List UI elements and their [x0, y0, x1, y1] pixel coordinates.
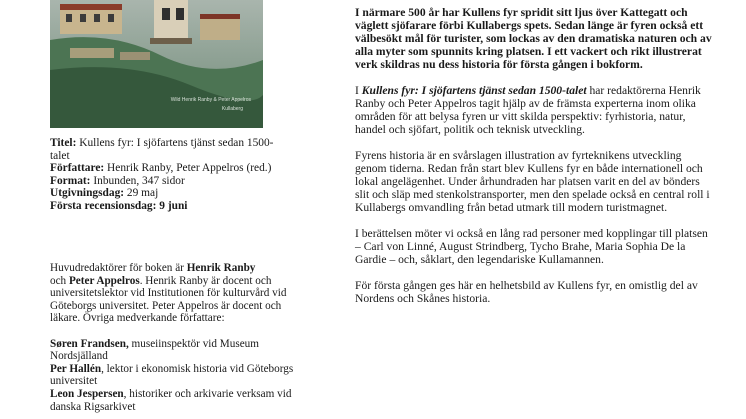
authors-section	[50, 262, 306, 413]
contributor: Søren Frandsen, museiinspektör vid Museum Nordsjälland	[50, 337, 259, 363]
meta-authors: Författare: Henrik Ranby, Peter Appelros (red.)	[50, 162, 272, 175]
article-paragraph-4: För första gången ges här en helhetsbild av Kullens fyr, en omistlig del av Nordens och Skånes historia.	[355, 279, 698, 305]
article-lede: I närmare 500 år har Kullens fyr spridit sitt ljus över Kattegatt och väglett sjöfarare förbi Kullabergs spets. Sedan länge är fyren också ett välbesökt mål för turister, som lockas av den dramatiska naturen och av alla myter som spunnits kring platsen. I ett vackert och rikt illustrerat verk skildras nu dess historia för första gången i bokform.	[355, 6, 712, 71]
article-paragraph-2: Fyrens historia är en svårslagen illustration av fyrteknikens utveckling genom tiderna. Redan från start blev Kullens fyr en både internationell och lokal angelägenhet. Under århundraden har platsen varit en del av bönders slit och släp med stenkolstransporter, men den spelade också en central roll i Kullabergs omvandling från betad utmark till modern turistmagnet.	[355, 149, 710, 214]
book-cover-image	[50, 0, 263, 128]
article-body	[355, 6, 715, 318]
book-metadata	[50, 137, 280, 213]
article-paragraph-3: I berättelsen möter vi också en lång rad personer med kopplingar till platsen – Carl von Linné, August Strindberg, Tycho Brahe, Maria Sophia De la Gardie – och, såklart, den legendariske Kullamannen.	[355, 227, 708, 266]
meta-review-date: Första recensionsdag: 9 juni	[50, 199, 188, 212]
meta-format: Format: Inbunden, 347 sidor	[50, 174, 185, 187]
authors-intro: Huvudredaktörer för boken är Henrik Ranby och Peter Appelros. Henrik Ranby är docent och universitetslektor vid Institutionen för kulturvård vid Göteborgs universitet. Peter Appelros är docent och läkare. Övriga medverkande författare:	[50, 262, 287, 325]
meta-title: Titel: Kullens fyr: I sjöfartens tjänst sedan 1500-talet	[50, 137, 274, 162]
contributor: Leon Jespersen, historiker och arkivarie verksam vid danska Rigsarkivet	[50, 387, 292, 413]
cover-credit: Wild Henrik Ranby & Peter Appelros	[170, 97, 251, 103]
cover-publisher: Kullaberg	[221, 106, 243, 112]
contributor: Per Hallén, lektor i ekonomisk historia vid Göteborgs universitet	[50, 362, 294, 388]
meta-release: Utgivningsdag: 29 maj	[50, 187, 159, 200]
article-paragraph-1: I Kullens fyr: I sjöfartens tjänst sedan 1500-talet har redaktörerna Henrik Ranby och Peter Appelros tagit hjälp av de främsta experterna inom olika områden för att belysa fyren ur vitt skilda perspektiv: fyrhistoria, natur, handel och sjöfart, politik och teknisk utveckling.	[355, 84, 701, 136]
